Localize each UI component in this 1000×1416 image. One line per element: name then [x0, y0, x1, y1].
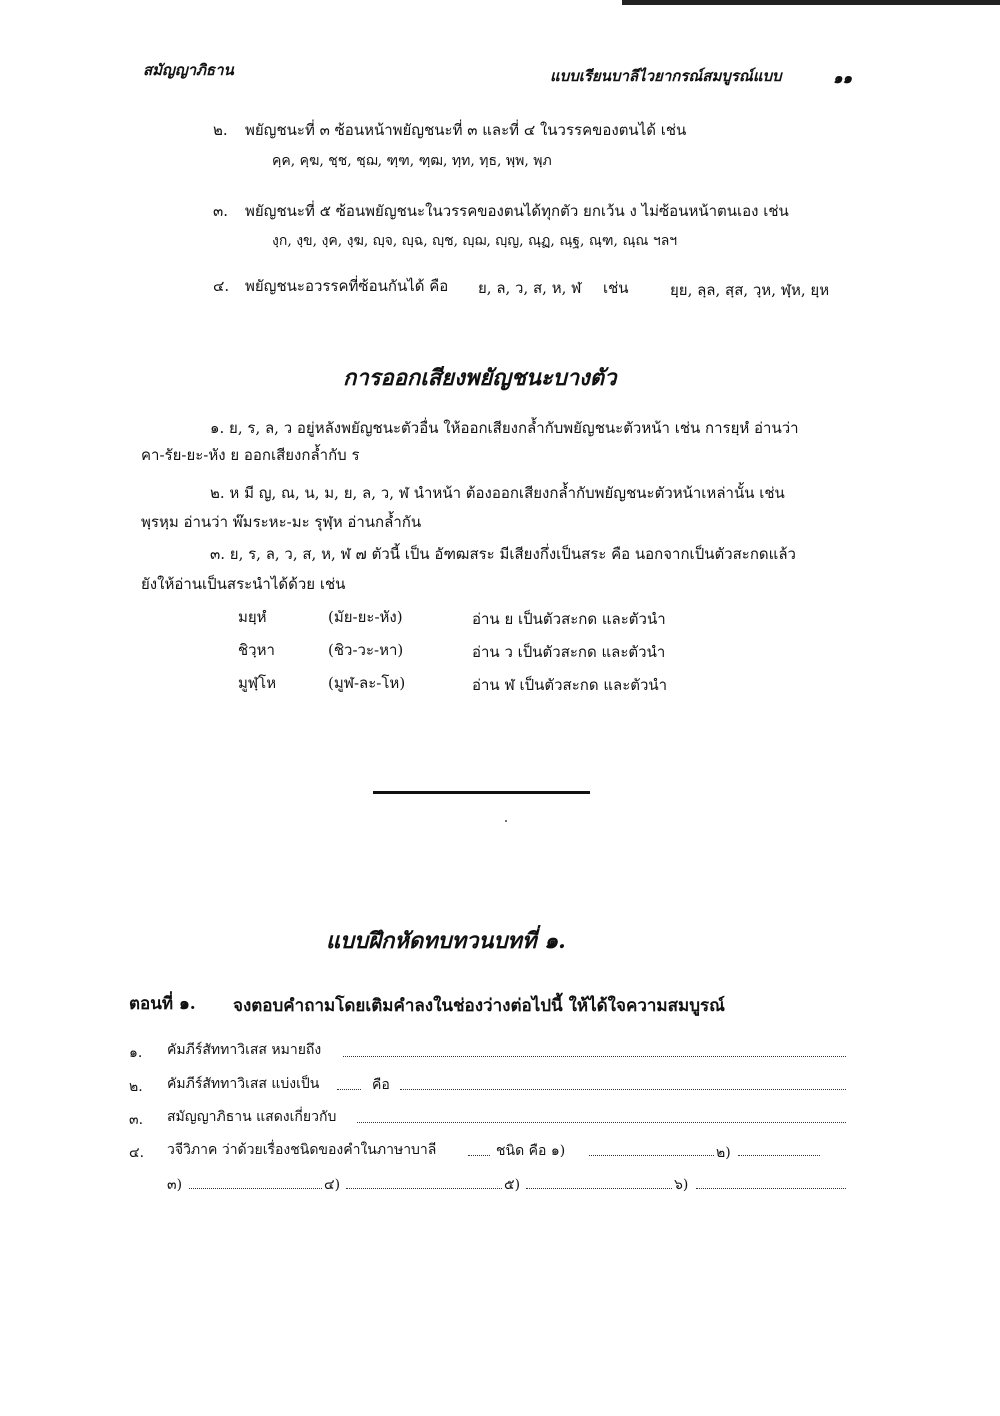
question-2-text: คัมภีร์สัททาวิเสส แบ่งเป็น: [167, 1076, 320, 1092]
rule-2-number: ๒.: [213, 121, 228, 139]
answer-blank[interactable]: [589, 1155, 714, 1156]
header-center: แบบเรียนบาลีไวยากรณ์สมบูรณ์แบบ: [550, 67, 782, 85]
answer-blank[interactable]: [357, 1122, 846, 1123]
pronunciation-3-line2: ยังให้อ่านเป็นสระนำได้ด้วย เช่น: [141, 575, 346, 593]
question-1-text: คัมภีร์สัททาวิเสส หมายถึง: [167, 1042, 322, 1058]
question-4-option-5: ๕): [504, 1177, 521, 1193]
exercise-title: แบบฝึกหัดทบทวนบทที่ ๑.: [326, 928, 566, 954]
example-note: อ่าน ฬ เป็นตัวสะกด และตัวนำ: [472, 676, 668, 694]
pronunciation-1-line1: ๑. ย, ร, ล, ว อยู่หลังพยัญชนะตัวอื่น ให้ออกเสียงกล้ำกับพยัญชนะตัวหน้า เช่น การยฺหํ อ่านว่า: [210, 419, 799, 437]
question-4-m2: ๒): [716, 1145, 731, 1161]
section-title: การออกเสียงพยัญชนะบางตัว: [343, 365, 617, 391]
question-2-mid: คือ: [372, 1077, 390, 1093]
answer-blank[interactable]: [468, 1155, 490, 1156]
pronunciation-2-line2: พฺรหฺม อ่านว่า พ๊มระหะ-มะ รุฬฺห อ่านกล้ำกัน: [141, 513, 422, 531]
pronunciation-3-line1: ๓. ย, ร, ล, ว, ส, ห, ฬ ๗ ตัวนี้ เป็น อัฑฒสระ มีเสียงกึ่งเป็นสระ คือ นอกจากเป็นตัวสะกดแล้ว: [210, 545, 796, 563]
example-reading: (มัย-ยะ-หัง): [328, 608, 403, 626]
question-4-number: ๔.: [129, 1145, 145, 1161]
pronunciation-2-line1: ๒. ห มี ญ, ณ, น, ม, ย, ล, ว, ฬ นำหน้า ต้องออกเสียงกล้ำกับพยัญชนะตัวหน้าเหล่านั้น เช่น: [210, 484, 785, 502]
example-note: อ่าน ย เป็นตัวสะกด และตัวนำ: [472, 610, 666, 628]
question-3-number: ๓.: [129, 1112, 144, 1128]
question-4-mid: ชนิด คือ ๑): [496, 1143, 566, 1159]
answer-blank[interactable]: [346, 1188, 502, 1189]
top-edge-rule: [622, 0, 1000, 5]
example-reading: (มูฬ-ละ-โห): [328, 674, 406, 692]
part-label: ตอนที่ ๑.: [129, 994, 196, 1014]
rule-2-text: พยัญชนะที่ ๓ ซ้อนหน้าพยัญชนะที่ ๓ และที่ ๔ ในวรรคของตนได้ เช่น: [245, 121, 687, 139]
rule-4-sep: เช่น: [603, 279, 629, 297]
question-4-text: วจีวิภาค ว่าด้วยเรื่องชนิดของคำในภาษาบาลี: [167, 1142, 437, 1158]
rule-3-number: ๓.: [213, 202, 229, 220]
example-note: อ่าน ว เป็นตัวสะกด และตัวนำ: [472, 643, 666, 661]
answer-blank[interactable]: [696, 1188, 846, 1189]
example-word: มูฬฺโห: [238, 674, 277, 692]
page-number: ๑๑: [833, 69, 853, 87]
answer-blank[interactable]: [738, 1155, 820, 1156]
section-divider: [373, 791, 590, 794]
part-instruction: จงตอบคำถามโดยเติมคำลงในช่องว่างต่อไปนี้ ให้ได้ใจความสมบูรณ์: [233, 996, 725, 1016]
rule-4-number: ๔.: [213, 277, 230, 295]
example-reading: (ชิว-วะ-หา): [328, 641, 404, 659]
rule-3-text: พยัญชนะที่ ๕ ซ้อนพยัญชนะในวรรคของตนได้ทุกตัว ยกเว้น ง ไม่ซ้อนหน้าตนเอง เช่น: [245, 202, 789, 220]
question-4-option-3: ๓): [167, 1177, 183, 1193]
question-3-text: สมัญญาภิธาน แสดงเกี่ยวกับ: [167, 1109, 337, 1125]
answer-blank[interactable]: [400, 1089, 846, 1090]
rule-4-examples: ยฺย, ลฺล, สฺส, วฺห, ฬฺห, ยฺห: [670, 281, 830, 299]
example-word: ชิวฺหา: [238, 641, 275, 659]
pronunciation-1-line2: คา-รัย-ยะ-หัง ย ออกเสียงกล้ำกับ ร: [141, 446, 360, 464]
example-word: มยฺหํ: [238, 608, 267, 626]
rule-2-examples: คฺค, คฺฆ, ชฺช, ชฺฌ, ฑฺฑ, ฑฺฒ, ทฺท, ทฺธ, พฺพ, พฺภ: [272, 153, 552, 169]
stray-dot: [505, 820, 507, 822]
answer-blank[interactable]: [189, 1188, 322, 1189]
rule-4-letters: ย, ล, ว, ส, ห, ฬ: [478, 279, 582, 297]
question-1-number: ๑.: [129, 1045, 143, 1061]
answer-blank[interactable]: [526, 1188, 672, 1189]
answer-blank[interactable]: [337, 1089, 361, 1090]
rule-3-examples: งฺก, งฺข, งฺค, งฺฆ, ญฺจ, ญฺฉ, ญฺช, ญฺฌ, ญฺญ, ณฺฏ, ณฺฐ, ณฺฑ, ณฺณ ฯลฯ: [272, 233, 678, 249]
question-4-option-6: ๖): [674, 1177, 689, 1193]
header-left: สมัญญาภิธาน: [143, 61, 234, 79]
answer-blank[interactable]: [343, 1056, 846, 1057]
question-4-option-4: ๔): [324, 1177, 341, 1193]
question-2-number: ๒.: [129, 1079, 143, 1095]
rule-4-text: พยัญชนะอวรรคที่ซ้อนกันได้ คือ: [245, 277, 449, 295]
